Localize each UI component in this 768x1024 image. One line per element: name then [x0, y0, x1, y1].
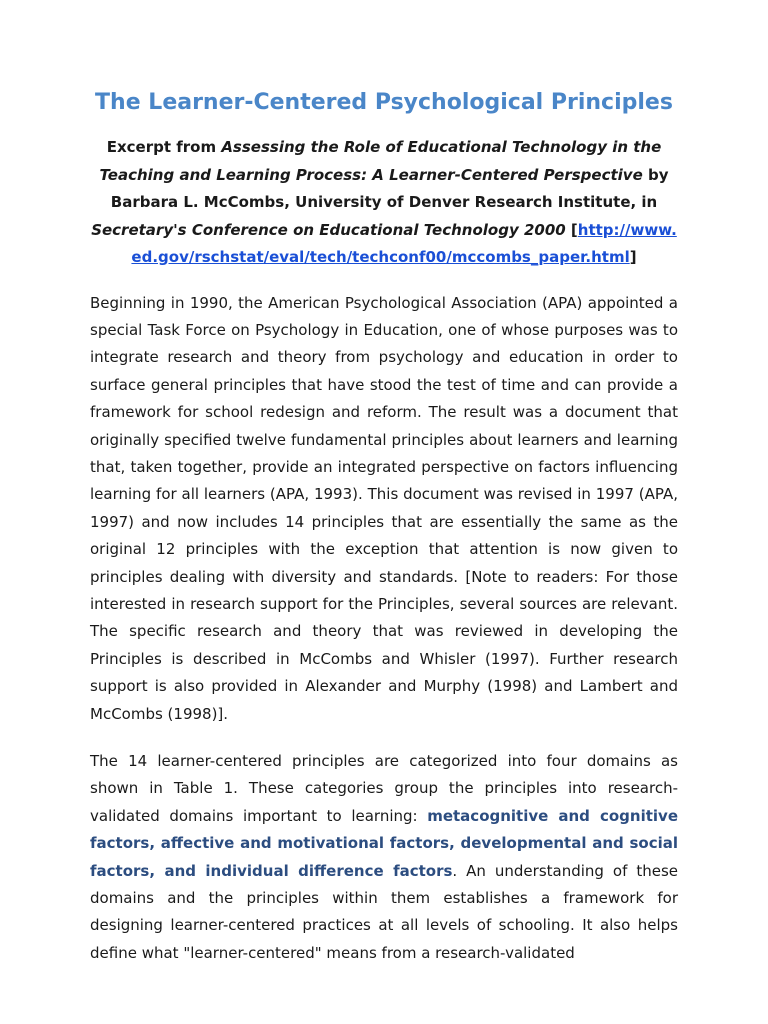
paragraph-domains — [90, 748, 678, 967]
bracket-close: ] — [629, 248, 637, 266]
book-title: Assessing the Role of Educational Technology in the Teaching and Learning Process: A Learner-Centered Perspective — [99, 138, 662, 184]
paragraph-domains-rest: . An understanding of these domains and the principles within them establishes a framework for designing learner-centered practices at all levels of schooling. It also helps define what "learner-centered" means from a research-validated — [90, 861, 678, 962]
conference-title: Secretary's Conference on Educational Technology 2000 — [91, 220, 566, 239]
paragraph-apa-history: Beginning in 1990, the American Psychological Association (APA) appointed a special Task Force on Psychology in Education, one of whose purposes was to integrate research and theory from psychology and education in order to surface general principles that have stood the test of time and can provide a framework for school redesign and reform. The result was a document that originally specified twelve fundamental principles about learners and learning that, taken together, provide an integrated perspective on factors influencing learning for all learners (APA, 1993). This document was revised in 1997 (APA, 1997) and now includes 14 principles that are essentially the same as the original 12 principles with the exception that attention is now given to principles dealing with diversity and standards. [Note to readers: For those interested in research support for the Principles, several sources are relevant. The specific research and theory that was reviewed in developing the Principles is described in McCombs and Whisler (1997). Further research support is also provided in Alexander and Murphy (1998) and Lambert and McCombs (1998)]. — [90, 293, 678, 723]
bracket-open: [ — [565, 220, 578, 239]
paragraph-domains-intro: The 14 learner-centered principles are categorized into four domains as shown in Table 1. These categories group the principles into research-validated domains important to learning: — [90, 752, 678, 825]
page-title: The Learner-Centered Psychological Principles — [95, 90, 673, 115]
domain-list-highlight: metacognitive and cognitive factors, affective and motivational factors, developmental and social factors, and individual difference factors — [90, 806, 678, 880]
excerpt-citation — [90, 134, 678, 272]
paper-link[interactable]: http://www.ed.gov/rschstat/eval/tech/techconf00/mccombs_paper.html — [131, 220, 677, 266]
excerpt-lead: Excerpt from — [106, 138, 222, 156]
excerpt-author: by Barbara L. McCombs, University of Denver Research Institute, in — [110, 165, 669, 211]
